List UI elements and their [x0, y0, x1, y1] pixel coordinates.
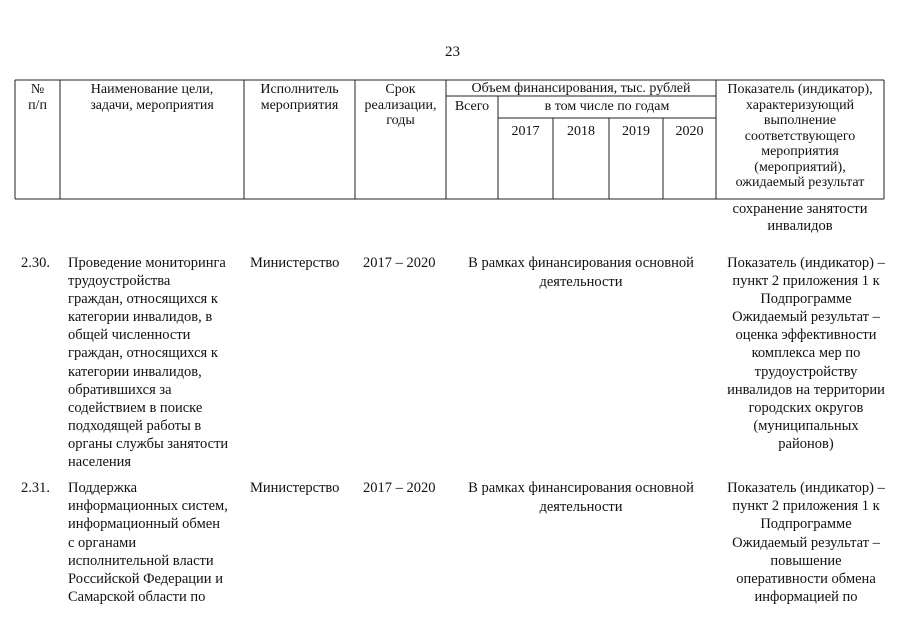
header-name: Наименование цели, задачи, мероприятия	[90, 82, 214, 113]
row-2-30-name: Проведение мониторинга трудоустройства граждан, относящихся к категории инвалидов, в общей численности граждан, относящихся к категории инвалидов, обратившихся за содействием в поиске подходящей работы в органы службы занятости населения	[68, 255, 229, 471]
header-year-2020: 2020	[675, 124, 704, 139]
page-number: 23	[445, 44, 460, 60]
header-term: Срок реализации, годы	[364, 82, 437, 128]
header-year-2018: 2018	[567, 124, 595, 139]
row-2-30-term: 2017 – 2020	[363, 255, 436, 271]
row-2-31-indicator: Показатель (индикатор) – пункт 2 приложения 1 к Подпрограмме Ожидаемый результат – повышение оперативности обмена информацией по	[727, 480, 885, 606]
header-by-years: в том числе по годам	[544, 99, 670, 114]
row-2-31-num: 2.31.	[21, 480, 50, 496]
header-num: № п/п	[28, 82, 47, 113]
header-year-2019: 2019	[622, 124, 650, 139]
row-2-30-executor: Министерство	[250, 255, 340, 271]
continuation-text: сохранение занятости инвалидов	[732, 201, 868, 234]
row-2-30-num: 2.30.	[21, 255, 50, 271]
row-2-30-indicator: Показатель (индикатор) – пункт 2 приложения 1 к Подпрограмме Ожидаемый результат – оценка эффективности комплекса мер по трудоустройству инвалидов на территории городских округов (муниципальных районов)	[727, 255, 885, 452]
row-2-31-term: 2017 – 2020	[363, 480, 436, 496]
header-indicator: Показатель (индикатор), характеризующий выполнение соответствующего мероприятия (мероприятий), ожидаемый результат	[727, 82, 873, 190]
row-2-31-name: Поддержка информационных систем, информационный обмен с органами исполнительной власти Российской Федерации и Самарской области по	[68, 480, 228, 606]
header-year-2017: 2017	[511, 124, 540, 139]
row-2-31-executor: Министерство	[250, 480, 340, 496]
row-2-30-funding: В рамках финансирования основной деятельности	[468, 255, 694, 290]
header-total: Всего	[454, 99, 490, 114]
header-funding: Объем финансирования, тыс. рублей	[471, 81, 691, 96]
row-2-31-funding: В рамках финансирования основной деятельности	[468, 480, 694, 515]
header-executor: Исполнитель мероприятия	[260, 82, 339, 113]
